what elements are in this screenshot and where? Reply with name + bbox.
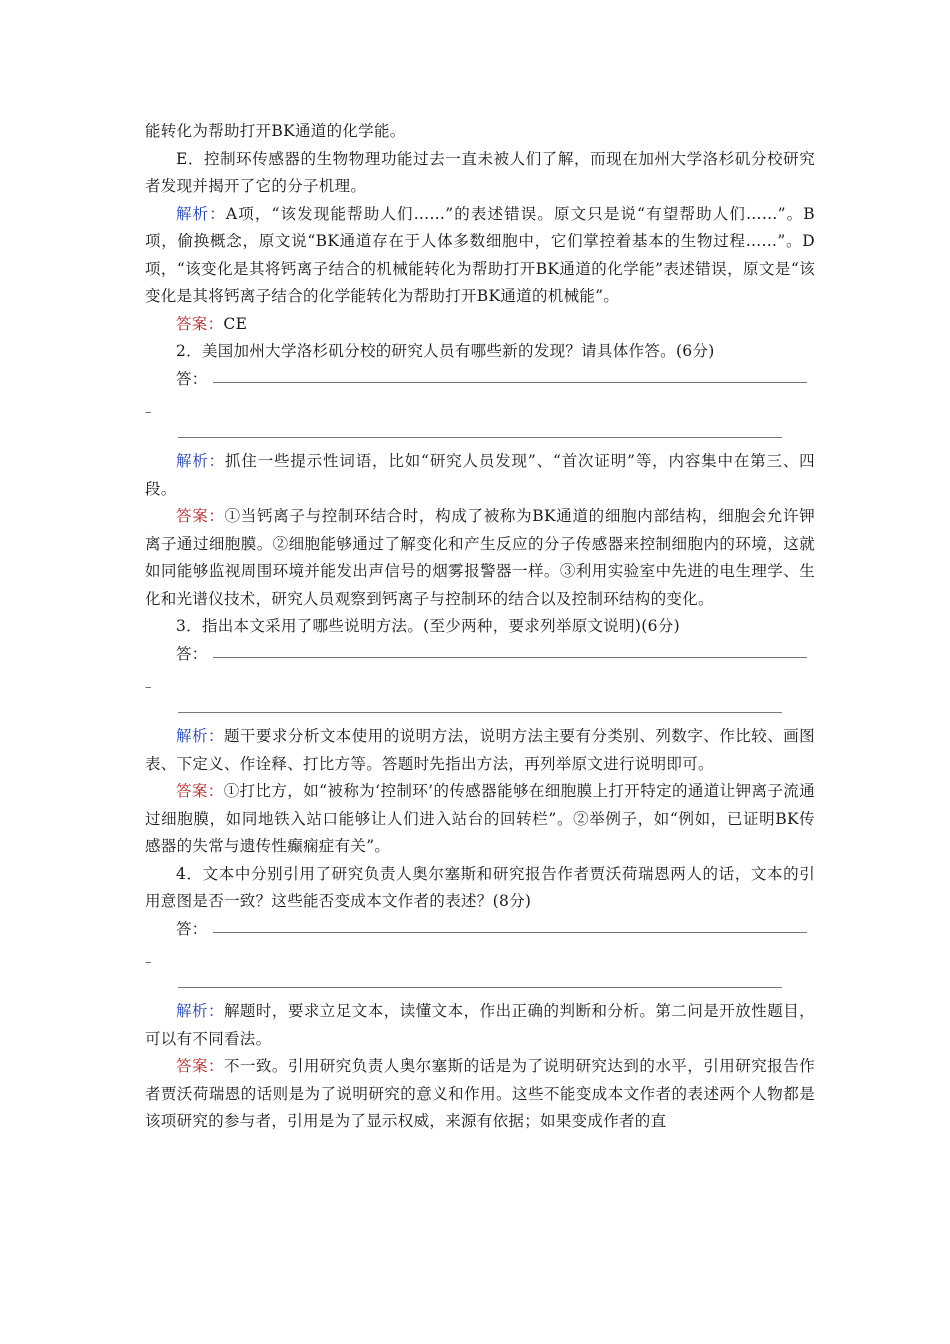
answer-blank-line-2[interactable] — [145, 696, 815, 724]
analysis-label: 解析： — [176, 1002, 224, 1020]
q2-answer — [145, 503, 815, 613]
answer-label: 答案： — [176, 507, 225, 525]
analysis-text: 抓住一些提示性词语，比如“研究人员发现”、“首次证明”等，内容集中在第三、四段。 — [145, 452, 815, 498]
q4-answer — [145, 1053, 815, 1136]
answer-label: 答案： — [176, 314, 224, 333]
analysis-label: 解析： — [176, 727, 224, 745]
q1-analysis — [145, 201, 815, 311]
analysis-label: 解析： — [176, 204, 226, 223]
answer-text: 不一致。引用研究负责人奥尔塞斯的话是为了说明研究达到的水平，引用研究报告作者贾沃荷瑞恩的话则是为了说明研究的意义和作用。这些不能变成本文作者的表述两个人物都是该项研究的参与者，引用是为了显示权威，来源有依据；如果变成作者的直 — [145, 1057, 815, 1130]
answer-prefix: 答： — [176, 369, 208, 388]
answer-label: 答案： — [176, 782, 224, 800]
dash-mark: – — [145, 680, 152, 695]
answer-blank-line-2[interactable] — [145, 421, 815, 449]
answer-dash-row — [145, 943, 815, 971]
answer-blank-line-2[interactable] — [145, 971, 815, 999]
question-2: 2．美国加州大学洛杉矶分校的研究人员有哪些新的发现？请具体作答。(6分) — [176, 342, 715, 360]
analysis-text: A项，“该发现能帮助人们……”的表述错误。原文只是说“有望帮助人们……”。B项，偷换概念，原文说“BK通道存在于人体多数细胞中，它们掌控着基本的生物过程……”。D项，“该变化是其将钙离子结合的机械能转化为帮助打开BK通道的化学能”表述错误，原文是“该变化是其将钙离子结合的化学能转化为帮助打开BK通道的机械能”。 — [145, 204, 816, 305]
q2-analysis — [145, 448, 815, 503]
paragraph-continuation: 能转化为帮助打开BK通道的化学能。 — [145, 122, 406, 140]
question-3: 3．指出本文采用了哪些说明方法。(至少两种，要求列举原文说明)(6分) — [176, 617, 680, 635]
answer-dash-row — [145, 668, 815, 696]
analysis-text: 解题时，要求立足文本，读懂文本，作出正确的判断和分析。第二问是开放性题目，可以有不同看法。 — [145, 1002, 815, 1048]
q3-analysis — [145, 723, 815, 778]
q3-answer — [145, 778, 815, 861]
answer-prefix: 答： — [176, 919, 208, 938]
dash-mark: – — [145, 955, 152, 970]
analysis-label: 解析： — [176, 452, 226, 470]
document-page — [145, 118, 815, 1136]
answer-text: ①当钙离子与控制环结合时，构成了被称为BK通道的细胞内部结构，细胞会允许钾离子通过细胞膜。②细胞能够通过了解变化和产生反应的分子传感器来控制细胞内的环境，这就如同能够监视周围环境并能发出声信号的烟雾报警器一样。③利用实验室中先进的电生理学、生化和光谱仪技术，研究人员观察到钙离子与控制环的结合以及控制环结构的变化。 — [145, 507, 815, 608]
answer-rule — [178, 437, 782, 438]
option-e: E．控制环传感器的生物物理功能过去一直未被人们了解，而现在加州大学洛杉矶分校研究者发现并揭开了它的分子机理。 — [145, 149, 815, 195]
answer-rule — [178, 712, 782, 713]
q4-analysis — [145, 998, 815, 1053]
answer-blank-line[interactable] — [145, 366, 815, 394]
answer-dash-row — [145, 393, 815, 421]
question-4: 4．文本中分别引用了研究负责人奥尔塞斯和研究报告作者贾沃荷瑞恩两人的话，文本的引用意图是否一致？这些能否变成本文作者的表述？(8分) — [145, 864, 815, 910]
dash-mark: – — [145, 405, 152, 420]
answer-prefix: 答： — [176, 644, 208, 663]
answer-blank-line[interactable] — [145, 916, 815, 944]
answer-rule — [213, 932, 807, 933]
answer-blank-line[interactable] — [145, 641, 815, 669]
answer-text: ①打比方，如“被称为‘控制环’的传感器能够在细胞膜上打开特定的通道让钾离子流通过细胞膜，如同地铁入站口能够让人们进入站台的回转栏”。②举例子，如“例如，已证明BK传感器的失常与遗传性癫痫症有关”。 — [145, 782, 815, 855]
answer-rule — [213, 382, 807, 383]
q1-answer — [145, 311, 815, 339]
answer-label: 答案： — [176, 1057, 224, 1075]
analysis-text: 题干要求分析文本使用的说明方法，说明方法主要有分类别、列数字、作比较、画图表、下定义、作诠释、打比方等。答题时先指出方法，再列举原文进行说明即可。 — [145, 727, 815, 773]
answer-text: CE — [223, 314, 248, 333]
answer-rule — [213, 657, 807, 658]
answer-rule — [178, 987, 782, 988]
